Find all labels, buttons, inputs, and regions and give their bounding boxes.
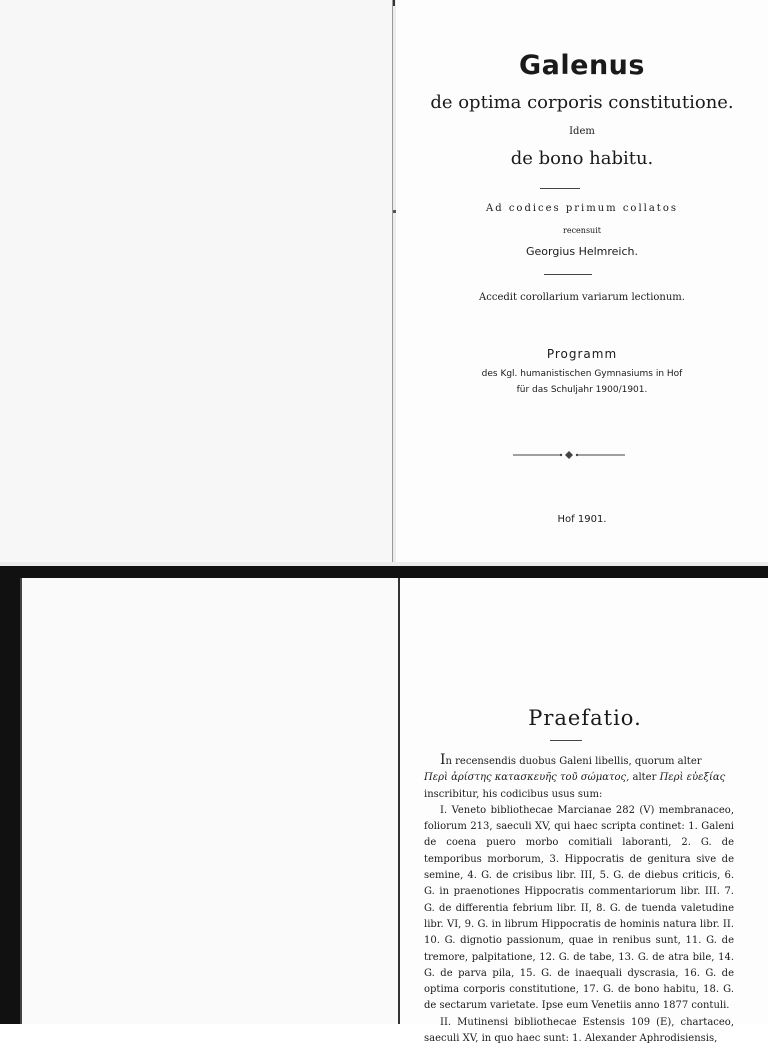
ornament-icon: [513, 449, 625, 461]
recensuit-label: recensuit: [563, 226, 601, 235]
preface-title: Praefatio.: [528, 706, 642, 730]
preface-rule: [550, 740, 582, 741]
subtitle-habitu: de bono habitu.: [510, 148, 654, 169]
preface-paragraph-2: II. Mutinensi bibliothecae Estensis 109 (E), chartaceo, saeculi XV, in quo haec sunt: 1. Alexander Aphrodisiensis,: [424, 1016, 734, 1045]
preface-intro-greek: [424, 770, 734, 786]
bottom-spread: [0, 566, 768, 1045]
ad-codices-line: Ad codices primum collatos: [486, 203, 678, 214]
title-page: [396, 0, 768, 562]
book-title: Galenus: [519, 50, 645, 81]
idem-label: Idem: [569, 126, 595, 137]
divider-rule-2: [544, 274, 592, 275]
preface-body: [424, 752, 734, 1047]
accedit-line: Accedit corollarium variarum lectionum.: [479, 292, 685, 303]
preface-intro-end: inscribitur, his codicibus usus sum:: [424, 788, 603, 800]
gutter-mark: [393, 0, 395, 6]
greek-title-1: Περὶ ἀρίστης κατασκευῆς τοῦ σώματος,: [424, 772, 630, 784]
blank-page-left-2: [20, 578, 398, 1024]
alter-word: alter: [629, 772, 660, 784]
programm-year: für das Schuljahr 1900/1901.: [516, 385, 648, 395]
preface-page: [398, 578, 768, 1045]
programm-heading: Programm: [546, 347, 618, 361]
place-year: Hof 1901.: [557, 514, 607, 525]
programm-school: des Kgl. humanistischen Gymnasiums in Hof: [481, 369, 683, 379]
author-name: Georgius Helmreich.: [525, 245, 639, 258]
preface-intro-line: In recensendis duobus Galeni libellis, quorum alter: [440, 752, 702, 768]
preface-paragraph-1: I. Veneto bibliothecae Marcianae 282 (V) membranaceo, foliorum 213, saeculi XV, qui haec scripta continet: 1. Galeni de coena puero morbo comitiali laboranti, 2. G. de temporibus morborum, 3. Hippocratis de genitura sive de semine, 4. G. de crisibus libr. III, 5. G. de diebus criticis, 6. G. in praenotiones Hippocratis commentariorum libr. III. 7. G. de differentia febrium libr. II, 8. G. de tuenda valetudine libr. VI, 9. G. in librum Hippocratis de hominis natura libr. II. 10. G. dignotio passionum, quae in renibus sunt, 11. G. de tremore, palpitatione, 12. G. de tabe, 13. G. de atra bile, 14. G. de parva pila, 15. G. de inaequali dyscrasia, 16. G. de optima corporis constitutione, 17. G. de bono habitu, 18. G. de sectarum varietate. Ipse eum Venetiis anno 1877 contuli.: [424, 804, 734, 1012]
blank-page-left: [0, 0, 393, 562]
divider-rule-1: [540, 188, 580, 189]
greek-title-2: Περὶ εὐεξίας: [659, 772, 726, 784]
subtitle-optima: de optima corporis constitutione.: [430, 92, 734, 113]
